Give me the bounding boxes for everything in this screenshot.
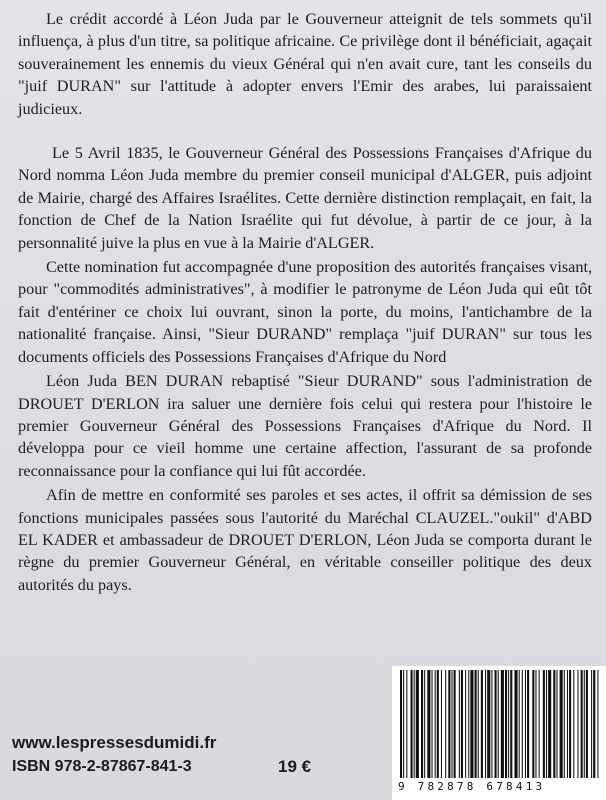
- barcode-bar: [535, 670, 536, 778]
- barcode-digits: 9 782878 678413: [398, 780, 546, 793]
- barcode-bar: [564, 670, 565, 778]
- barcode-bar: [435, 670, 436, 778]
- barcode-bar: [556, 670, 557, 778]
- barcode-bar: [514, 670, 517, 778]
- barcode-bar: [527, 670, 529, 778]
- barcode-bar: [461, 670, 463, 778]
- barcode-bar: [548, 670, 551, 778]
- barcode-bar: [539, 670, 540, 778]
- barcode-bar: [465, 670, 466, 778]
- barcode-bar: [454, 670, 456, 778]
- barcode-bar: [491, 670, 492, 778]
- isbn-label: ISBN 978-2-87867-841-3: [12, 758, 192, 775]
- publisher-website[interactable]: www.lespressesdumidi.fr: [12, 733, 217, 752]
- barcode-bar: [510, 670, 512, 778]
- barcode-bar: [400, 670, 402, 778]
- barcode-bar: [411, 670, 413, 778]
- barcode-bar: [416, 670, 419, 778]
- barcode-bar: [459, 670, 460, 778]
- barcode-bar: [525, 670, 526, 778]
- barcode-bar: [424, 670, 425, 778]
- barcode-bar: [546, 670, 547, 778]
- barcode-bar: [481, 670, 483, 778]
- barcode-bar: [487, 670, 490, 778]
- paragraph-3: Cette nomination fut accompagnée d'une proposition des autorités françaises visant, pour "commodités administratives", à modifier le patronyme de Léon Juda qui eût tôt fait d'entériner ce choix lui ouvrant, sinon la porte, du moins, l'antichambre de la nationalité française. Ainsi, "Sieur DURAND" remplaça "juif DURAN" sur tous les documents officiels des Possessions Françaises d'Afrique du Nord: [18, 258, 592, 366]
- barcode-bar: [593, 670, 595, 778]
- barcode-bar: [577, 670, 578, 778]
- barcode-bar: [414, 670, 415, 778]
- barcode-bar: [437, 670, 439, 778]
- paragraph-1: Le crédit accordé à Léon Juda par le Gouverneur atteignit de tels sommets qu'il influença, à plus d'un titre, sa politique africaine. Ce privilège dont il bénéficiait, agaçait souverainement les ennemis du vieux Général qui n'en avait cure, tant les conseils du "juif DURAN" sur l'attitude à adopter envers l'Emir des arabes, lui paraissaient judicieux.: [18, 10, 592, 118]
- barcode-bar: [569, 670, 571, 778]
- barcode: [392, 666, 606, 800]
- barcode-bar: [498, 670, 499, 778]
- barcode-bar: [573, 670, 574, 778]
- barcode-bar: [519, 670, 520, 778]
- barcode-bar: [522, 670, 523, 778]
- barcode-bar: [475, 670, 477, 778]
- barcode-bar: [543, 670, 545, 778]
- barcode-bar: [567, 670, 568, 778]
- barcode-bar: [427, 670, 430, 778]
- paragraph-4: Léon Juda BEN DURAN rebaptisé "Sieur DURAND" sous l'administration de DROUET D'ERLON ira saluer une dernière fois celui qui restera pour l'histoire le premier Gouverneur Général des Possessions Françaises d'Afrique du Nord. Il développa pour ce vieil homme une certaine affection, l'assurant de sa profonde reconnaissance pour la confiance qui lui fût accordée.: [18, 372, 592, 480]
- price-label: 19 €: [278, 757, 312, 776]
- barcode-bar: [403, 670, 404, 778]
- barcode-bar: [501, 670, 504, 778]
- barcode-bar: [553, 670, 555, 778]
- body-text: [18, 8, 592, 596]
- barcode-bar: [581, 670, 583, 778]
- barcode-bar: [505, 670, 507, 778]
- barcode-bar: [485, 670, 486, 778]
- barcode-bar: [478, 670, 479, 778]
- barcode-bar: [432, 670, 433, 778]
- barcode-bars: [398, 670, 602, 778]
- barcode-bar: [584, 670, 585, 778]
- barcode-bar: [591, 670, 592, 778]
- barcode-bar: [508, 670, 509, 778]
- paragraph-5: Afin de mettre en conformité ses paroles et ses actes, il offrit sa démission de ses fonctions municipales passées sous l'autorité du Maréchal CLAUZEL."oukil" d'ABD EL KADER et ambassadeur de DROUET D'ERLON, Léon Juda se comporta durant le règne du premier Gouverneur Général, en véritable conseiller politique des deux autorités du pays.: [18, 486, 592, 594]
- barcode-bar: [597, 670, 598, 778]
- barcode-bar: [560, 670, 563, 778]
- barcode-bar: [470, 670, 473, 778]
- barcode-bar: [532, 670, 534, 778]
- barcode-bar: [468, 670, 469, 778]
- barcode-bar: [406, 670, 407, 778]
- paragraph-2: Le 5 Avril 1835, le Gouverneur Général des Possessions Françaises d'Afrique du Nord nomma Léon Juda membre du premier conseil municipal d'ALGER, puis adjoint de Mairie, chargé des Affaires Israélites. Cette dernière distinction remplaçait, en fait, la fonction de Chef de la Nation Israélite qui fut dévolue, à partir de ce jour, à la personnalité juive la plus en vue à la Mairie d'ALGER.: [18, 144, 592, 252]
- barcode-bar: [441, 670, 442, 778]
- barcode-bar: [448, 670, 450, 778]
- barcode-bar: [445, 670, 446, 778]
- barcode-bar: [451, 670, 452, 778]
- barcode-bar: [421, 670, 423, 778]
- barcode-bar: [495, 670, 497, 778]
- barcode-bar: [586, 670, 588, 778]
